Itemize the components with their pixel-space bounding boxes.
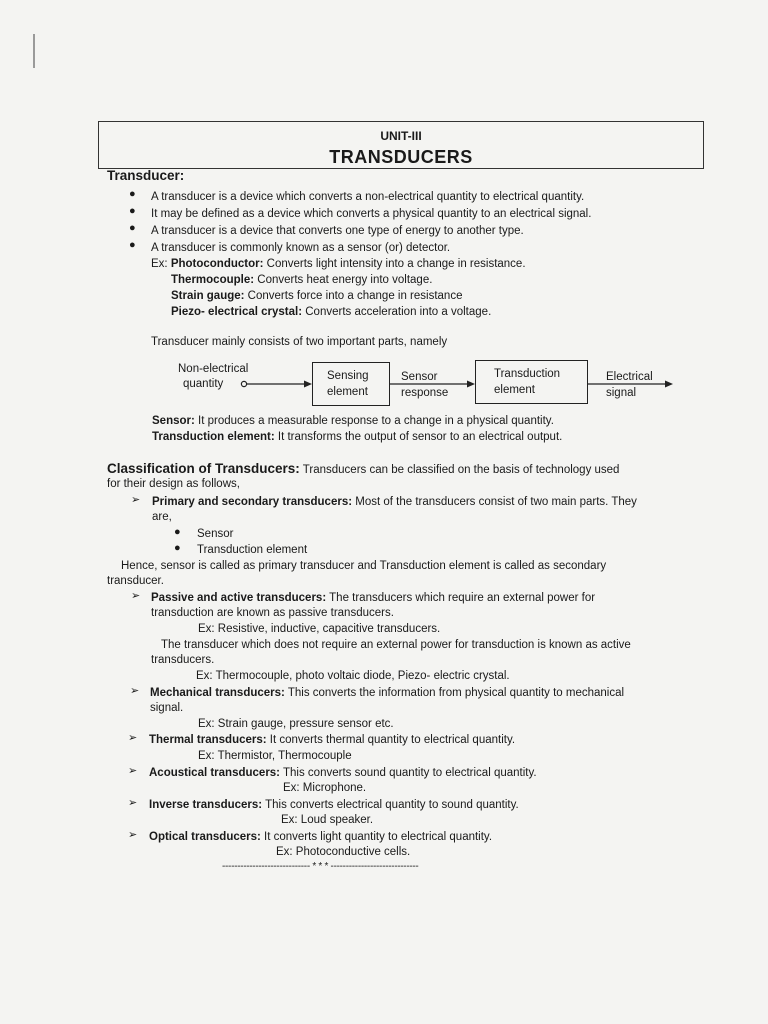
primary-note: Hence, sensor is called as primary transducer and Transduction element is called as secondary	[121, 560, 607, 572]
example-text: Converts acceleration into a voltage.	[302, 306, 492, 318]
item-text: The transducers which require an external power for	[326, 592, 596, 604]
section-heading-transducer: Transducer:	[107, 168, 185, 183]
item-text: This converts electrical quantity to sound quantity.	[262, 799, 519, 811]
bullet-icon: ●	[129, 188, 136, 200]
item-term: Acoustical transducers:	[149, 767, 281, 779]
example-term: Strain gauge:	[171, 290, 245, 302]
item-text: It converts light quantity to electrical quantity.	[260, 831, 493, 843]
definition-bullet: It may be defined as a device which converts a physical quantity to an electrical signal.	[151, 208, 592, 220]
example-text: Converts heat energy into voltage.	[254, 274, 433, 286]
item-example: Ex: Thermistor, Thermocouple	[198, 750, 352, 762]
item-text-cont: signal.	[150, 702, 184, 714]
sub-bullet: Transduction element	[197, 544, 308, 556]
primary-secondary-item	[152, 495, 637, 509]
active-description: transducers.	[151, 654, 215, 666]
item-text: This converts the information from physical quantity to mechanical	[284, 687, 625, 699]
diagram-output-label: Electrical	[606, 371, 653, 383]
arrow-bullet-icon: ➢	[128, 829, 138, 841]
example-text: Converts light intensity into a change in resistance.	[263, 258, 526, 270]
active-description: The transducer which does not require an external power for transduction is known as active	[161, 639, 631, 651]
arrow-bullet-icon: ➢	[128, 765, 138, 777]
transduction-element-label: element	[494, 384, 535, 396]
transduction-definition	[152, 430, 562, 444]
section-heading-classification: Classification of Transducers:	[107, 461, 300, 476]
bullet-icon: ●	[174, 526, 181, 538]
item-text: This converts sound quantity to electrical quantity.	[280, 767, 537, 779]
arrow-bullet-icon: ➢	[130, 685, 140, 697]
example-term: Thermocouple:	[171, 274, 255, 286]
definition-term: Transduction element:	[152, 431, 275, 443]
arrow-bullet-icon: ➢	[131, 590, 141, 602]
bullet-icon: ●	[129, 239, 136, 251]
item-term: Inverse transducers:	[149, 799, 263, 811]
mechanical-item	[150, 686, 624, 700]
primary-note: transducer.	[107, 575, 164, 587]
item-term: Passive and active transducers:	[151, 592, 327, 604]
definition-text: It transforms the output of sensor to an electrical output.	[274, 431, 563, 443]
transduction-element-label: Transduction	[494, 368, 561, 380]
example-text: Converts force into a change in resistance	[244, 290, 463, 302]
item-example: Ex: Loud speaker.	[281, 814, 374, 826]
item-term: Mechanical transducers:	[150, 687, 285, 699]
item-example: Ex: Microphone.	[283, 782, 367, 794]
example-prefix: Ex:	[151, 258, 171, 270]
item-text-cont: are,	[152, 511, 172, 523]
parts-intro: Transducer mainly consists of two important parts, namely	[151, 336, 448, 348]
definition-bullet: A transducer is a device that converts one type of energy to another type.	[151, 225, 524, 237]
inverse-item	[149, 798, 519, 812]
bullet-icon: ●	[174, 542, 181, 554]
arrow-bullet-icon: ➢	[131, 494, 141, 506]
page-title: TRANSDUCERS	[329, 147, 473, 167]
item-text-cont: transduction are known as passive transducers.	[151, 607, 394, 619]
diagram-output-label: signal	[606, 387, 637, 399]
item-text: Most of the transducers consist of two main parts. They	[352, 496, 637, 508]
example-term: Photoconductor:	[170, 258, 264, 270]
sensor-response-label: response	[401, 387, 449, 399]
classification-intro-line2: for their design as follows,	[107, 478, 240, 490]
item-term: Primary and secondary transducers:	[152, 496, 353, 508]
definition-text: It produces a measurable response to a change in a physical quantity.	[194, 415, 554, 427]
item-example: Ex: Photoconductive cells.	[276, 846, 411, 858]
footer-divider: ----------------------------- * * * -----------------------------	[222, 861, 419, 872]
unit-label: UNIT-III	[380, 129, 422, 143]
item-example: Ex: Resistive, inductive, capacitive transducers.	[198, 623, 441, 635]
sensor-response-label: Sensor	[401, 371, 438, 383]
sub-bullet: Sensor	[197, 528, 234, 540]
optical-item	[149, 830, 492, 844]
diagram-input-label: quantity	[183, 378, 224, 390]
passive-active-item	[151, 591, 595, 605]
arrow-bullet-icon: ➢	[128, 732, 138, 744]
bullet-icon: ●	[129, 222, 136, 234]
sensing-element-label: Sensing	[327, 370, 369, 382]
diagram-input-label: Non-electrical	[178, 363, 249, 375]
item-example: Ex: Thermocouple, photo voltaic diode, Piezo- electric crystal.	[196, 670, 510, 682]
definition-bullet: A transducer is commonly known as a sensor (or) detector.	[151, 242, 451, 254]
item-text: It converts thermal quantity to electrical quantity.	[266, 734, 516, 746]
arrow-bullet-icon: ➢	[128, 797, 138, 809]
item-term: Optical transducers:	[149, 831, 261, 843]
example-term: Piezo- electrical crystal:	[171, 306, 303, 318]
classification-intro	[107, 462, 619, 477]
sensing-element-label: element	[327, 386, 368, 398]
definition-bullet: A transducer is a device which converts a non-electrical quantity to electrical quantity.	[151, 191, 585, 203]
bullet-icon: ●	[129, 205, 136, 217]
classification-intro-text: Transducers can be classified on the basis of technology used	[299, 464, 620, 476]
sensor-definition	[152, 414, 554, 428]
acoustical-item	[149, 766, 537, 780]
thermal-item	[149, 733, 515, 747]
item-example: Ex: Strain gauge, pressure sensor etc.	[198, 718, 394, 730]
item-term: Thermal transducers:	[149, 734, 267, 746]
definition-term: Sensor:	[152, 415, 195, 427]
